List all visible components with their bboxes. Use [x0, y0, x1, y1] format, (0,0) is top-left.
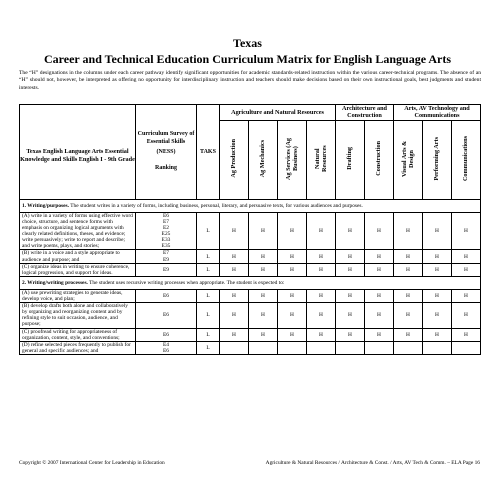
pathway-mark: H — [452, 212, 481, 250]
taks-value: L — [197, 328, 220, 341]
section-row — [20, 199, 481, 212]
ness-codes: E4 E6 — [136, 341, 197, 354]
curriculum-matrix-table — [19, 104, 481, 355]
pathway-mark: H — [365, 212, 394, 250]
pathway-mark: H — [307, 289, 336, 302]
pathway-mark: H — [307, 263, 336, 276]
standard-text: (C) proofread writing for appropriateness of organization, content, style, and conventions; — [20, 328, 136, 341]
standard-text: (D) refine selected pieces frequently to publish for general and specific audiences; and — [20, 341, 136, 354]
header-standards-title — [20, 105, 136, 200]
pathway-mark: H — [220, 303, 249, 328]
pathway-mark — [249, 341, 278, 354]
pathway-mark: H — [336, 212, 365, 250]
taks-value: L — [197, 250, 220, 263]
pathway-mark — [220, 341, 249, 354]
table-row — [20, 250, 481, 263]
footer-page-info: Agriculture & Natural Resources / Architecture & Const. / Arts, AV Tech & Comm. – ELA Page 16 — [265, 460, 480, 466]
subcol-label: Communications — [461, 136, 469, 182]
subcol-natural-resources — [307, 120, 336, 199]
pathway-mark: H — [423, 303, 452, 328]
standard-text: (A) write in a variety of forms using effective word choice, structure, and sentence forms with emphasis on organizing logical arguments with clearly related definitions, theses, and evidence; write persuasively; write to report and describe; and write poems, plays, and stories; — [20, 212, 136, 250]
subcol-label: Ag Services (Ag Business) — [284, 137, 299, 180]
title-state: Texas — [233, 36, 262, 50]
pathway-mark: H — [220, 289, 249, 302]
pathway-mark: H — [394, 212, 423, 250]
header-taks: TAKS — [197, 105, 220, 200]
ness-codes: E6 — [136, 303, 197, 328]
pathway-mark: H — [394, 263, 423, 276]
pathway-mark: H — [365, 289, 394, 302]
pathway-mark: H — [307, 328, 336, 341]
table-row — [20, 341, 481, 354]
pathway-mark: H — [278, 212, 307, 250]
taks-value: L — [197, 341, 220, 354]
pathway-mark: H — [278, 328, 307, 341]
pathway-mark: H — [307, 212, 336, 250]
pathway-mark: H — [220, 263, 249, 276]
group-arts: Arts, AV Technology and Communications — [394, 105, 481, 121]
standard-text: (A) use prewriting strategies to generate ideas, develop voice, and plan; — [20, 289, 136, 302]
ness-codes: E6 — [136, 289, 197, 302]
pathway-mark: H — [452, 250, 481, 263]
pathway-mark: H — [394, 289, 423, 302]
pathway-mark: H — [452, 263, 481, 276]
subcol-communications — [452, 120, 481, 199]
pathway-mark: H — [278, 263, 307, 276]
ness-ranking: Ranking — [154, 164, 177, 171]
pathway-mark — [423, 341, 452, 354]
subcol-label: Drafting — [345, 147, 353, 171]
subcol-label: Ag Production — [229, 139, 237, 179]
title-main: Career and Technical Education Curriculum Matrix for English Language Arts — [43, 52, 452, 66]
subcol-label: Performing Arts — [432, 137, 440, 181]
section-row — [20, 276, 481, 289]
subcol-performing-arts — [423, 120, 452, 199]
table-row — [20, 303, 481, 328]
pathway-mark — [365, 341, 394, 354]
pathway-mark: H — [423, 263, 452, 276]
taks-value: L — [197, 263, 220, 276]
pathway-mark: H — [307, 250, 336, 263]
taks-value: L — [197, 212, 220, 250]
subcol-construction — [365, 120, 394, 199]
pathway-mark: H — [423, 212, 452, 250]
ness-codes: E6 E7 E2 E25 E33 E35 — [136, 212, 197, 250]
pathway-mark: H — [249, 263, 278, 276]
subcol-label: Construction — [374, 141, 382, 177]
pathway-mark: H — [249, 250, 278, 263]
subcol-label: Visual Arts & Design — [400, 140, 415, 177]
pathway-mark: H — [423, 328, 452, 341]
subcol-label: Ag Mechanics — [258, 140, 266, 178]
group-architecture: Architecture and Construction — [336, 105, 394, 121]
header-ness — [136, 105, 197, 200]
pathway-mark: H — [278, 303, 307, 328]
pathway-mark: H — [249, 212, 278, 250]
standard-text: (B) write in a voice and a style appropriate to audience and purpose; and — [20, 250, 136, 263]
pathway-mark: H — [336, 328, 365, 341]
pathway-mark — [452, 341, 481, 354]
pathway-mark: H — [423, 250, 452, 263]
pathway-mark: H — [307, 303, 336, 328]
section-heading — [20, 276, 481, 289]
pathway-mark: H — [249, 303, 278, 328]
ness-codes: E6 — [136, 328, 197, 341]
section-heading-bold: 1. Writing/purposes. — [22, 202, 69, 209]
pathway-mark: H — [220, 328, 249, 341]
pathway-mark: H — [423, 289, 452, 302]
section-heading — [20, 199, 481, 212]
table-row — [20, 328, 481, 341]
pathway-mark: H — [394, 250, 423, 263]
standards-title-text: Texas English Language Arts Essential Knowledge and Skills English I - 9th Grade — [20, 148, 135, 163]
subcol-visual-arts — [394, 120, 423, 199]
pathway-mark: H — [452, 289, 481, 302]
ness-codes: E7 E9 — [136, 250, 197, 263]
pathway-mark: H — [278, 250, 307, 263]
footer-copyright: Copyright © 2007 International Center for Leadership in Education — [19, 460, 165, 466]
pathway-mark — [278, 341, 307, 354]
pathway-mark: H — [220, 212, 249, 250]
standard-text: (C) organize ideas in writing to ensure coherence, logical progression, and support for ideas. — [20, 263, 136, 276]
pathway-mark: H — [336, 263, 365, 276]
pathway-mark — [336, 341, 365, 354]
pathway-mark: H — [365, 263, 394, 276]
pathway-mark: H — [394, 303, 423, 328]
standard-text: (B) develop drafts both alone and collaboratively by organizing and reorganizing content and by refining style to suit occasion, audience, and purpose; — [20, 303, 136, 328]
table-row — [20, 212, 481, 250]
ness-heading: Curriculum Survey of Essential Skills — [137, 131, 195, 145]
intro-paragraph: The “H” designations in the columns under each career pathway identify significant opportunities for academic standards-related instruction within the various career-technical programs. The absence of an “H” should not, however, be interpreted as offering no opportunity for interdisciplinary instruction and teachers should make decisions based on their own instructional goals, best judgments and student interests. — [19, 70, 481, 91]
table-row — [20, 263, 481, 276]
subcol-ag-production — [220, 120, 249, 199]
taks-value: L — [197, 303, 220, 328]
section-heading-text: The student writes in a variety of forms, including business, personal, literary, and persuasive texts, for various audiences and purposes. — [68, 202, 363, 209]
pathway-mark: H — [452, 328, 481, 341]
pathway-mark: H — [278, 289, 307, 302]
pathway-mark: H — [365, 328, 394, 341]
pathway-mark: H — [220, 250, 249, 263]
section-heading-text: The student uses recursive writing processes when appropriate. The student is expected to: — [87, 279, 285, 286]
ness-codes: E9 — [136, 263, 197, 276]
ness-abbrev: (NESS) — [156, 149, 176, 156]
pathway-mark — [307, 341, 336, 354]
subcol-label: Natural Resources — [313, 145, 328, 173]
section-heading-bold: 2. Writing/writing processes. — [22, 279, 88, 286]
pathway-mark: H — [394, 328, 423, 341]
pathway-mark: H — [336, 289, 365, 302]
table-row — [20, 289, 481, 302]
taks-value: L — [197, 289, 220, 302]
pathway-mark: H — [249, 328, 278, 341]
pathway-mark: H — [336, 303, 365, 328]
pathway-mark: H — [336, 250, 365, 263]
subcol-drafting — [336, 120, 365, 199]
pathway-mark: H — [452, 303, 481, 328]
subcol-ag-services — [278, 120, 307, 199]
subcol-ag-mechanics — [249, 120, 278, 199]
pathway-mark: H — [249, 289, 278, 302]
header-row-groups — [20, 105, 481, 121]
group-agriculture: Agriculture and Natural Resources — [220, 105, 336, 121]
pathway-mark — [394, 341, 423, 354]
pathway-mark: H — [365, 250, 394, 263]
pathway-mark: H — [365, 303, 394, 328]
